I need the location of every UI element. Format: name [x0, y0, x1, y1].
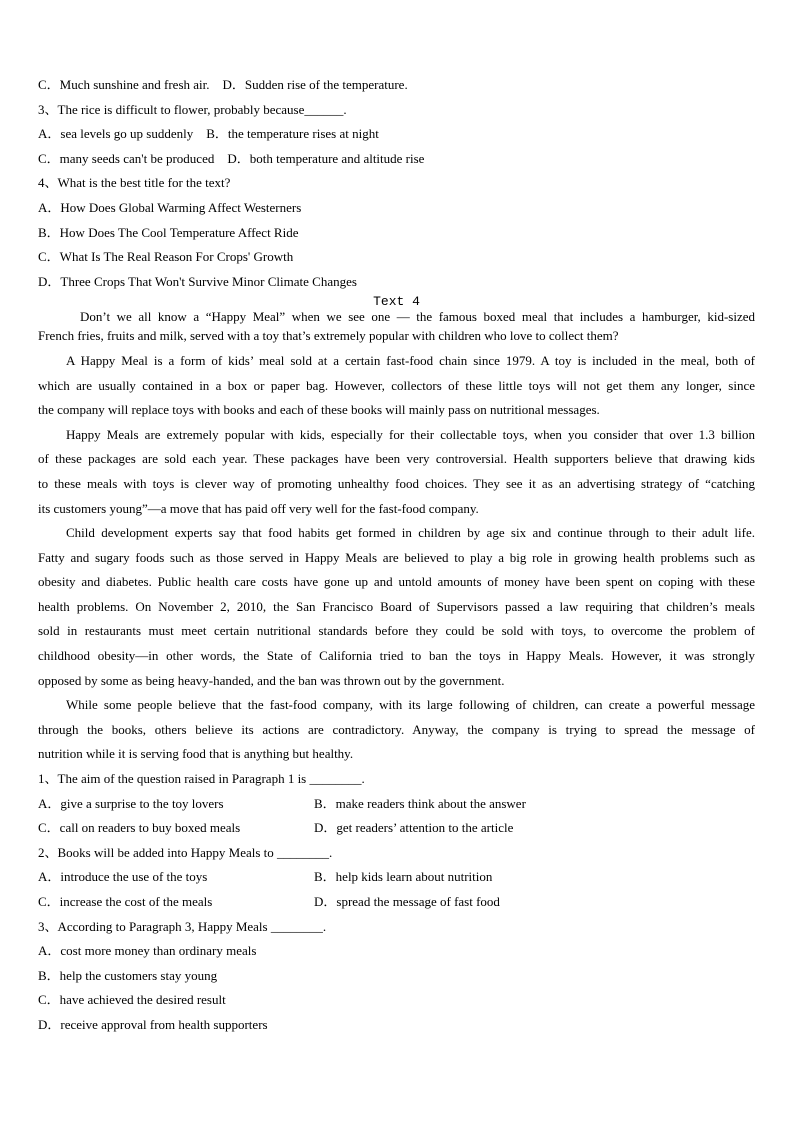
- question-1-options-row: [38, 792, 755, 817]
- paragraph-1-line: French fries, fruits and milk, served with a toy that’s extremely popular with children who love to collect them?: [38, 328, 619, 344]
- previous-questions: [38, 73, 755, 294]
- question-line: C．What Is The Real Reason For Crops' Growth: [38, 249, 294, 265]
- option-c: C．increase the cost of the meals: [38, 894, 213, 909]
- paragraph-4-line: opposed by some as being heavy-handed, and the ban was thrown out by the government.: [38, 672, 505, 688]
- paragraph-3-line: Happy Meals are extremely popular with kids, especially for their collectable toys, when you consider that over 1.3 billion: [66, 426, 755, 442]
- question-2-options-row: [38, 865, 755, 890]
- paragraph-1-line: Don’t we all know a “Happy Meal” when we see one — the famous boxed meal that includes a hamburger, kid-sized: [80, 309, 755, 325]
- option-a: A．introduce the use of the toys: [38, 869, 208, 885]
- option-b: B．make readers think about the answer: [314, 795, 526, 811]
- question-line: A．sea levels go up suddenly B．the temperature rises at night: [38, 126, 379, 142]
- questions: [38, 767, 755, 1038]
- option-a: A．give a surprise to the toy lovers: [38, 795, 224, 811]
- document-page: [38, 73, 755, 1038]
- paragraph-4-line: sold in restaurants must meet certain nutritional standards before they could be sold with toys, to overcome the problem of: [38, 623, 755, 639]
- question-2-stem: 2、Books will be added into Happy Meals to ________.: [38, 844, 333, 860]
- paragraph-4-line: childhood obesity—in other words, the State of California tried to ban the toys in Happy Meals. However, it was strongly: [38, 648, 755, 664]
- paragraph-4-line: Child development experts say that food habits get formed in children by age six and continue through to their adult life.: [66, 525, 755, 541]
- question-line: D．Three Crops That Won't Survive Minor Climate Changes: [38, 273, 357, 289]
- text4-passage: [38, 309, 755, 767]
- option-c: C．call on readers to buy boxed meals: [38, 820, 241, 836]
- paragraph-5-line: nutrition while it is serving food that is anything but healthy.: [38, 746, 354, 762]
- option-d: D．receive approval from health supporters: [38, 1016, 268, 1032]
- question-line: C．many seeds can't be produced D．both temperature and altitude rise: [38, 150, 425, 166]
- question-1-options-row: [38, 816, 755, 841]
- paragraph-4-line: Fatty and sugary foods such as those served in Happy Meals are believed to play a big role in growing health problems such as: [38, 549, 755, 565]
- question-1-stem: 1、The aim of the question raised in Paragraph 1 is ________.: [38, 771, 365, 787]
- option-b: B．help kids learn about nutrition: [314, 869, 493, 885]
- question-line: A．How Does Global Warming Affect Westerners: [38, 199, 302, 215]
- question-line: 3、The rice is difficult to flower, probably because______.: [38, 101, 347, 117]
- paragraph-5-line: While some people believe that the fast-food company, with its large following of children, can create a powerful message: [66, 697, 755, 713]
- question-3-stem: 3、According to Paragraph 3, Happy Meals ________.: [38, 918, 327, 934]
- paragraph-3-line: its customers young”—a move that has paid off very well for the fast-food company.: [38, 500, 479, 516]
- paragraph-4-line: health problems. On November 2, 2010, the San Francisco Board of Supervisors passed a law requiring that children’s meals: [38, 598, 755, 614]
- paragraph-2-line: the company will replace toys with books and each of these books will mainly pass on nutritional messages.: [38, 402, 600, 418]
- paragraph-2-line: which are usually contained in a box or paper bag. However, collectors of these little toys will not get them any longer, since: [38, 377, 755, 393]
- question-line: C．Much sunshine and fresh air. D．Sudden rise of the temperature.: [38, 77, 408, 92]
- text4-title: Text 4: [373, 294, 420, 310]
- paragraph-4-line: obesity and diabetes. Public health care costs have gone up and untold amounts of money have been spent on coping with these: [38, 574, 755, 590]
- option-d: D．get readers’ attention to the article: [314, 820, 514, 836]
- question-2-options-row: [38, 890, 755, 915]
- paragraph-5-line: through the books, others believe its actions are contradictory. Anyway, the company is trying to spread the message of: [38, 721, 755, 737]
- option-a: A．cost more money than ordinary meals: [38, 943, 257, 959]
- option-c: C．have achieved the desired result: [38, 992, 226, 1008]
- question-line: B．How Does The Cool Temperature Affect Ride: [38, 224, 299, 240]
- question-line: 4、What is the best title for the text?: [38, 175, 231, 191]
- paragraph-3-line: to these meals with toys is clever way of promoting unhealthy food choices. They see it as an advertising strategy of “catching: [38, 475, 755, 491]
- option-b: B．help the customers stay young: [38, 967, 218, 983]
- paragraph-2-line: A Happy Meal is a form of kids’ meal sold at a certain fast-food chain since 1979. A toy is included in the meal, both of: [66, 352, 755, 368]
- paragraph-3-line: of these packages are sold each year. These packages have been very controversial. Health supporters believe that drawing kids: [38, 451, 755, 467]
- option-d: D．spread the message of fast food: [314, 894, 500, 909]
